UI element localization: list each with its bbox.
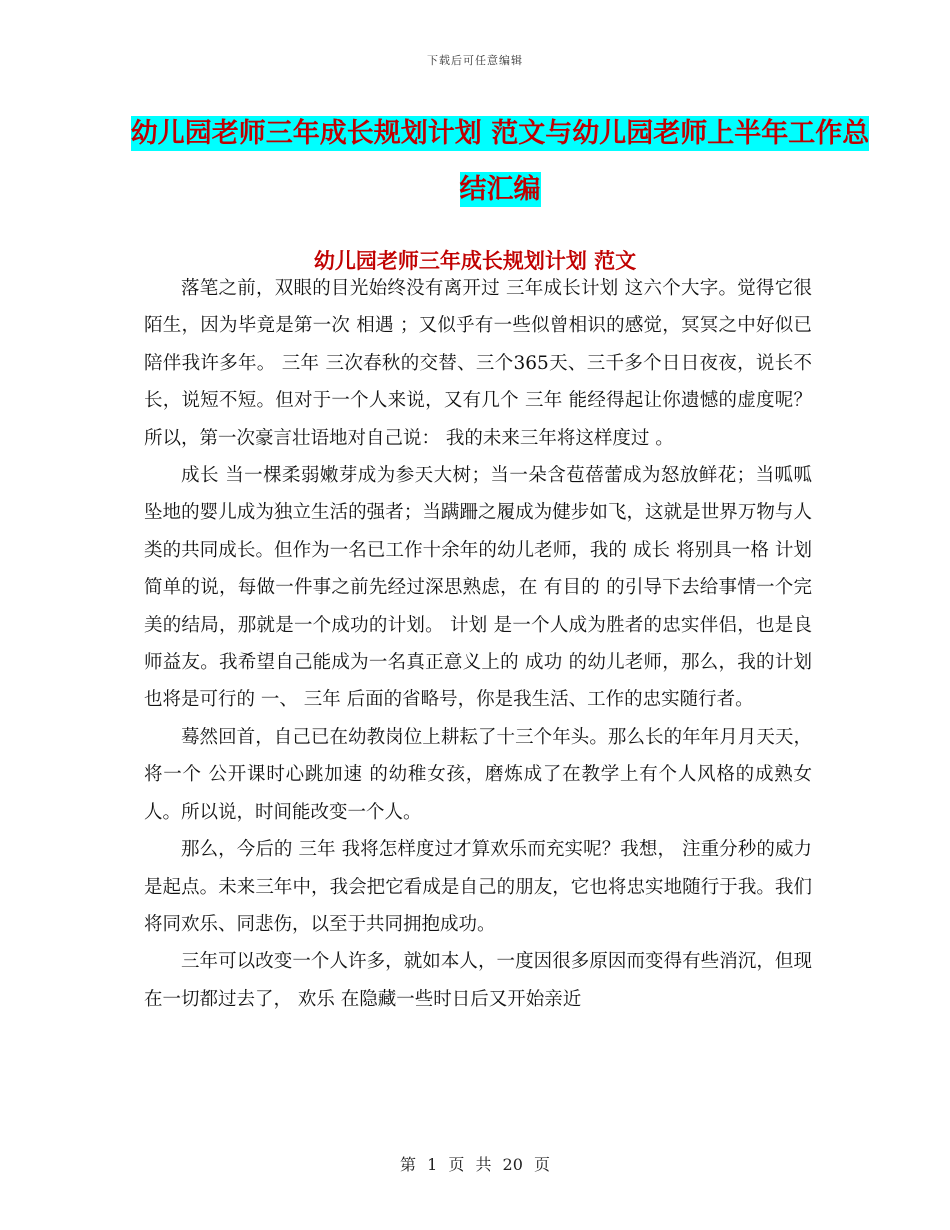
paragraph: 蓦然回首，自己已在幼教岗位上耕耘了十三个年头。那么长的年年月月天天，将一个 公开课时心跳加速 的幼稚女孩，磨炼成了在教学上有个人风格的成熟女人。所以说，时间能改变一个人。 (144, 726, 812, 823)
page-number: 第 1 页 共 20 页 (400, 1155, 550, 1174)
paragraph: 成长 当一棵柔弱嫩芽成为参天大树；当一朵含苞蓓蕾成为怒放鲜花；当呱呱坠地的婴儿成为独立生活的强者；当蹒跚之履成为健步如飞，这就是世界万物与人类的共同成长。但作为一名已工作十余年的幼儿老师，我的 成长 将别具一格 计划 简单的说，每做一件事之前先经过深思熟虑，在 有目的 的引导下去给事情一个完美的结局，那就是一个成功的计划。 计划 是一个人成为胜者的忠实伴侣，也是良师益友。我希望自己能成为一名真正意义上的 成功 的幼儿老师，那么，我的计划也将是可行的 一、 三年 后面的省略号，你是我生活、工作的忠实随行者。 (144, 465, 812, 711)
document-title-text: 幼儿园老师三年成长规划计划 范文与幼儿园老师上半年工作总结汇编 (130, 118, 870, 205)
page-header-note: 下载后可任意编辑 (427, 54, 523, 67)
paragraph: 落笔之前，双眼的目光始终没有离开过 三年成长计划 这六个大字。觉得它很陌生，因为毕竟是第一次 相遇 ；又似乎有一些似曾相识的感觉，冥冥之中好似已陪伴我许多年。 三年 三次春秋的交替、三个365天、三千多个日日夜夜，说长不长，说短不短。但对于一个人来说，又有几个 三年 能经得起让你遗憾的虚度呢？所以，第一次豪言壮语地对自己说： 我的未来三年将这样度过 。 (144, 278, 812, 449)
document-title (120, 106, 880, 218)
section-title: 幼儿园老师三年成长规划计划 范文 (313, 249, 637, 273)
paragraph: 三年可以改变一个人许多，就如本人，一度因很多原因而变得有些消沉，但现在一切都过去了， 欢乐 在隐藏一些时日后又开始亲近 (144, 951, 812, 1010)
body-text (144, 270, 812, 1018)
paragraph: 那么，今后的 三年 我将怎样度过才算欢乐而充实呢？我想， 注重分秒的威力 是起点。未来三年中，我会把它看成是自己的朋友，它也将忠实地随行于我。我们将同欢乐、同悲伤，以至于共同拥抱成功。 (144, 839, 812, 935)
